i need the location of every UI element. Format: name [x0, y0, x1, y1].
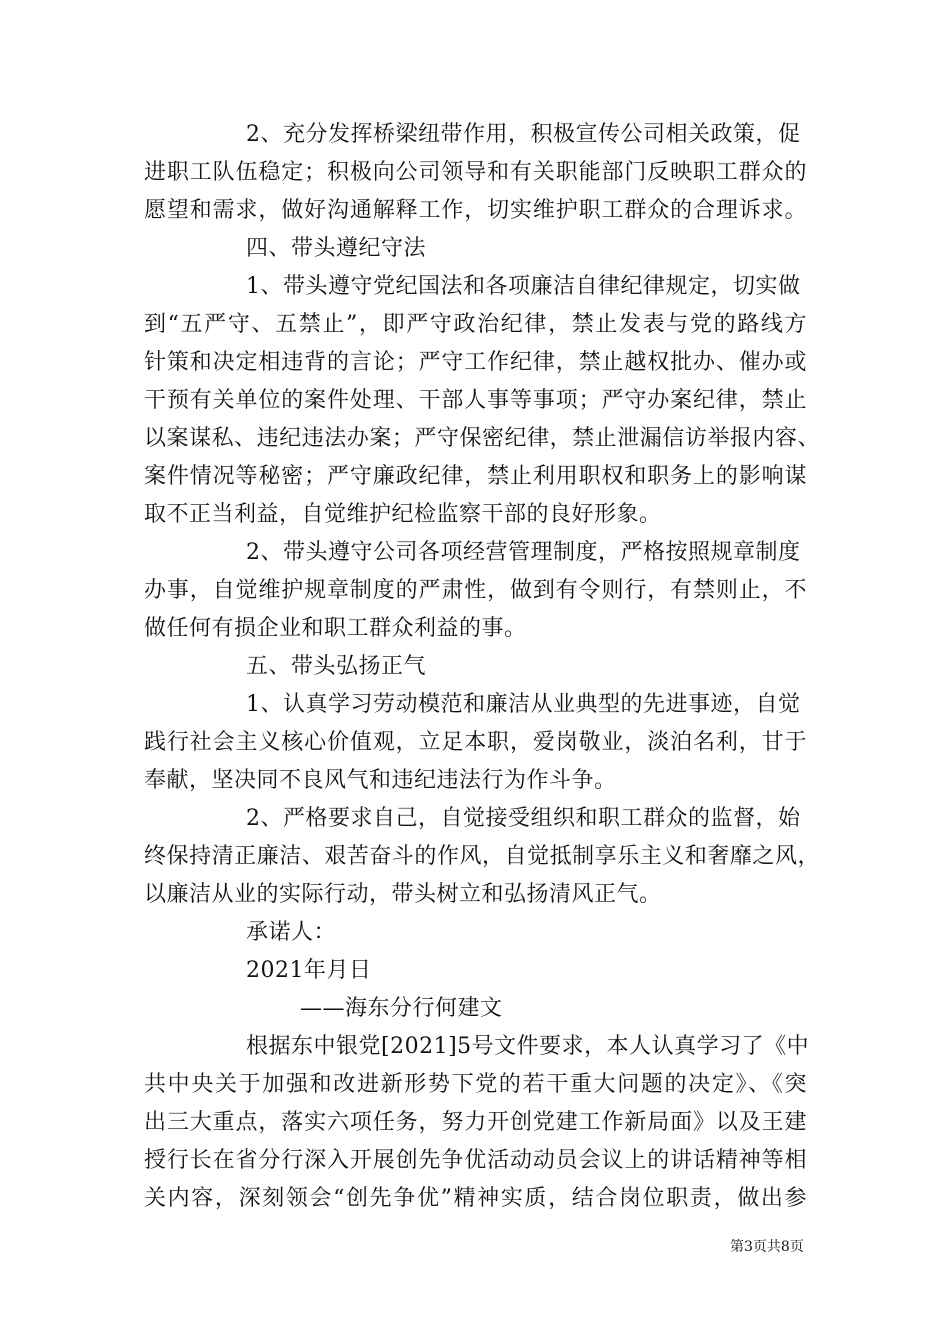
text-line: 1、带头遵守党纪国法和各项廉洁自律纪律规定，切实做 [246, 274, 801, 299]
text-line: 2、严格要求自己，自觉接受组织和职工群众的监督，始 [246, 806, 801, 831]
text-line: 1、认真学习劳动模范和廉洁从业典型的先进事迹，自觉 [246, 692, 801, 717]
text-line: 进职工队伍稳定；积极向公司领导和有关职能部门反映职工群众的 [144, 160, 807, 185]
text-line: 奉献，坚决同不良风气和违纪违法行为作斗争。 [144, 768, 617, 793]
text-line: 愿望和需求，做好沟通解释工作，切实维护职工群众的合理诉求。 [144, 198, 807, 223]
text-line: 2、带头遵守公司各项经营管理制度，严格按照规章制度 [246, 540, 801, 565]
text-line: 以案谋私、违纪违法办案；严守保密纪律，禁止泄漏信访举报内容、 [144, 426, 820, 451]
text-line: 取不正当利益，自觉维护纪检监察干部的良好形象。 [144, 502, 662, 527]
text-line: 共中央关于加强和改进新形势下党的若干重大问题的决定》、《突 [144, 1072, 807, 1097]
signatory-label: 承诺人： [246, 920, 337, 945]
section-heading: 四、带头遵纪守法 [246, 236, 427, 261]
text-line: 终保持清正廉洁、艰苦奋斗的作风，自觉抵制享乐主义和奢靡之风， [144, 844, 820, 869]
date-line: 2021年月日 [246, 958, 372, 983]
text-line: 关内容，深刻领会“创先争优”精神实质，结合岗位职责，做出参 [144, 1186, 807, 1211]
text-line: 针策和决定相违背的言论；严守工作纪律，禁止越权批办、催办或 [144, 350, 807, 375]
text-line: 干预有关单位的案件处理、干部人事等事项；严守办案纪律，禁止 [144, 388, 807, 413]
page-number: 第3页共8页 [730, 1239, 804, 1255]
text-line: 做任何有损企业和职工群众利益的事。 [144, 616, 527, 641]
author-line: ——海东分行何建文 [300, 996, 503, 1021]
text-line: 案件情况等秘密；严守廉政纪律，禁止利用职权和职务上的影响谋 [144, 464, 807, 489]
text-line: 践行社会主义核心价值观，立足本职，爱岗敬业，淡泊名利，甘于 [144, 730, 807, 755]
text-line: 以廉洁从业的实际行动，带头树立和弘扬清风正气。 [144, 882, 662, 907]
section-heading: 五、带头弘扬正气 [246, 654, 427, 679]
text-line: 2、充分发挥桥梁纽带作用，积极宣传公司相关政策，促 [246, 122, 801, 147]
text-line: 授行长在省分行深入开展创先争优活动动员会议上的讲话精神等相 [144, 1148, 807, 1173]
text-line: 根据东中银党[2021]5号文件要求，本人认真学习了《中 [246, 1034, 810, 1059]
text-line: 出三大重点，落实六项任务，努力开创党建工作新局面》以及王建 [144, 1110, 807, 1135]
text-line: 办事，自觉维护规章制度的严肃性，做到有令则行，有禁则止，不 [144, 578, 807, 603]
text-line: 到“五严守、五禁止”，即严守政治纪律，禁止发表与党的路线方 [144, 312, 807, 337]
